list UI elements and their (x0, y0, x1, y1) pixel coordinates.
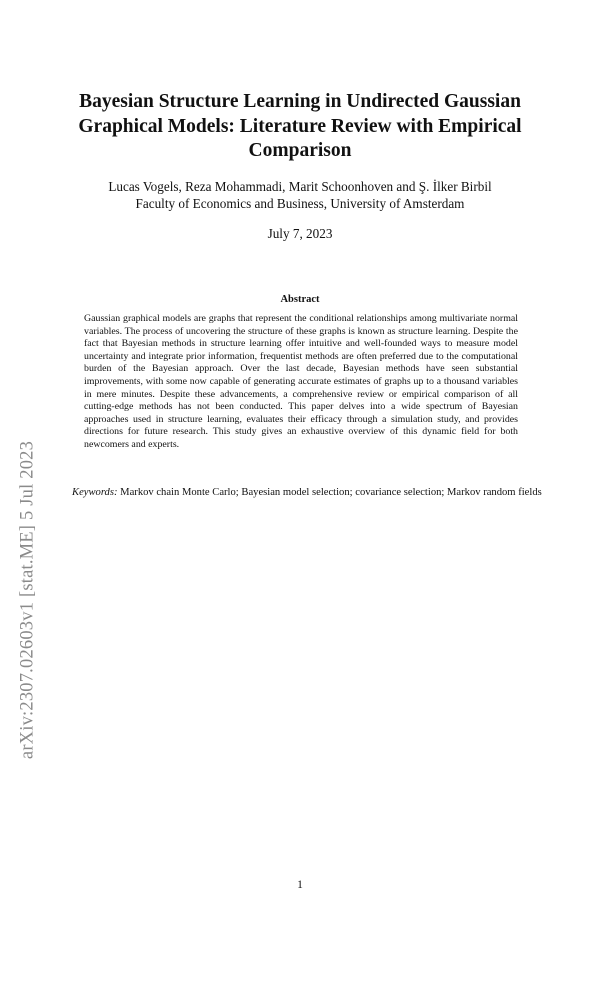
keywords-paragraph (54, 486, 546, 500)
arxiv-identifier-stamp: arXiv:2307.02603v1 [stat.ME] 5 Jul 2023 (17, 440, 38, 760)
affiliation: Faculty of Economics and Business, University of Amsterdam (135, 196, 465, 211)
abstract-text: Gaussian graphical models are graphs that represent the conditional relationships among multivariate normal variables. The process of uncovering the structure of these graphs is known as structure learning. Despite the fact that Bayesian methods in structure learning offer intuitive and well-founded ways to measure model uncertainty and integrate prior information, frequentist methods are often preferred due to the computational burden of the Bayesian approach. Over the last decade, Bayesian methods have seen substantial improvements, with some now capable of generating accurate estimates of graphs up to a thousand variables in mere minutes. Despite these advancements, a comprehensive review or empirical comparison of all cutting-edge methods has not been conducted. This paper delves into a wide spectrum of Bayesian approaches used in structure learning, evaluates their efficacy through a simulation study, and provides directions for future research. This study gives an exhaustive overview of this dynamic field for both newcomers and experts. (84, 313, 518, 450)
keywords-text: Markov chain Monte Carlo; Bayesian model selection; covariance selection; Markov random fields (120, 487, 542, 498)
publication-date: July 7, 2023 (267, 226, 333, 241)
paper-title: Bayesian Structure Learning in Undirected Gaussian Graphical Models: Literature Review with Empirical Comparison (78, 91, 522, 161)
author-list: Lucas Vogels, Reza Mohammadi, Marit Schoonhoven and Ş. İlker Birbil (108, 179, 492, 194)
page-number: 1 (297, 879, 303, 891)
keywords-label: Keywords: (72, 487, 118, 498)
abstract-heading: Abstract (280, 294, 320, 305)
